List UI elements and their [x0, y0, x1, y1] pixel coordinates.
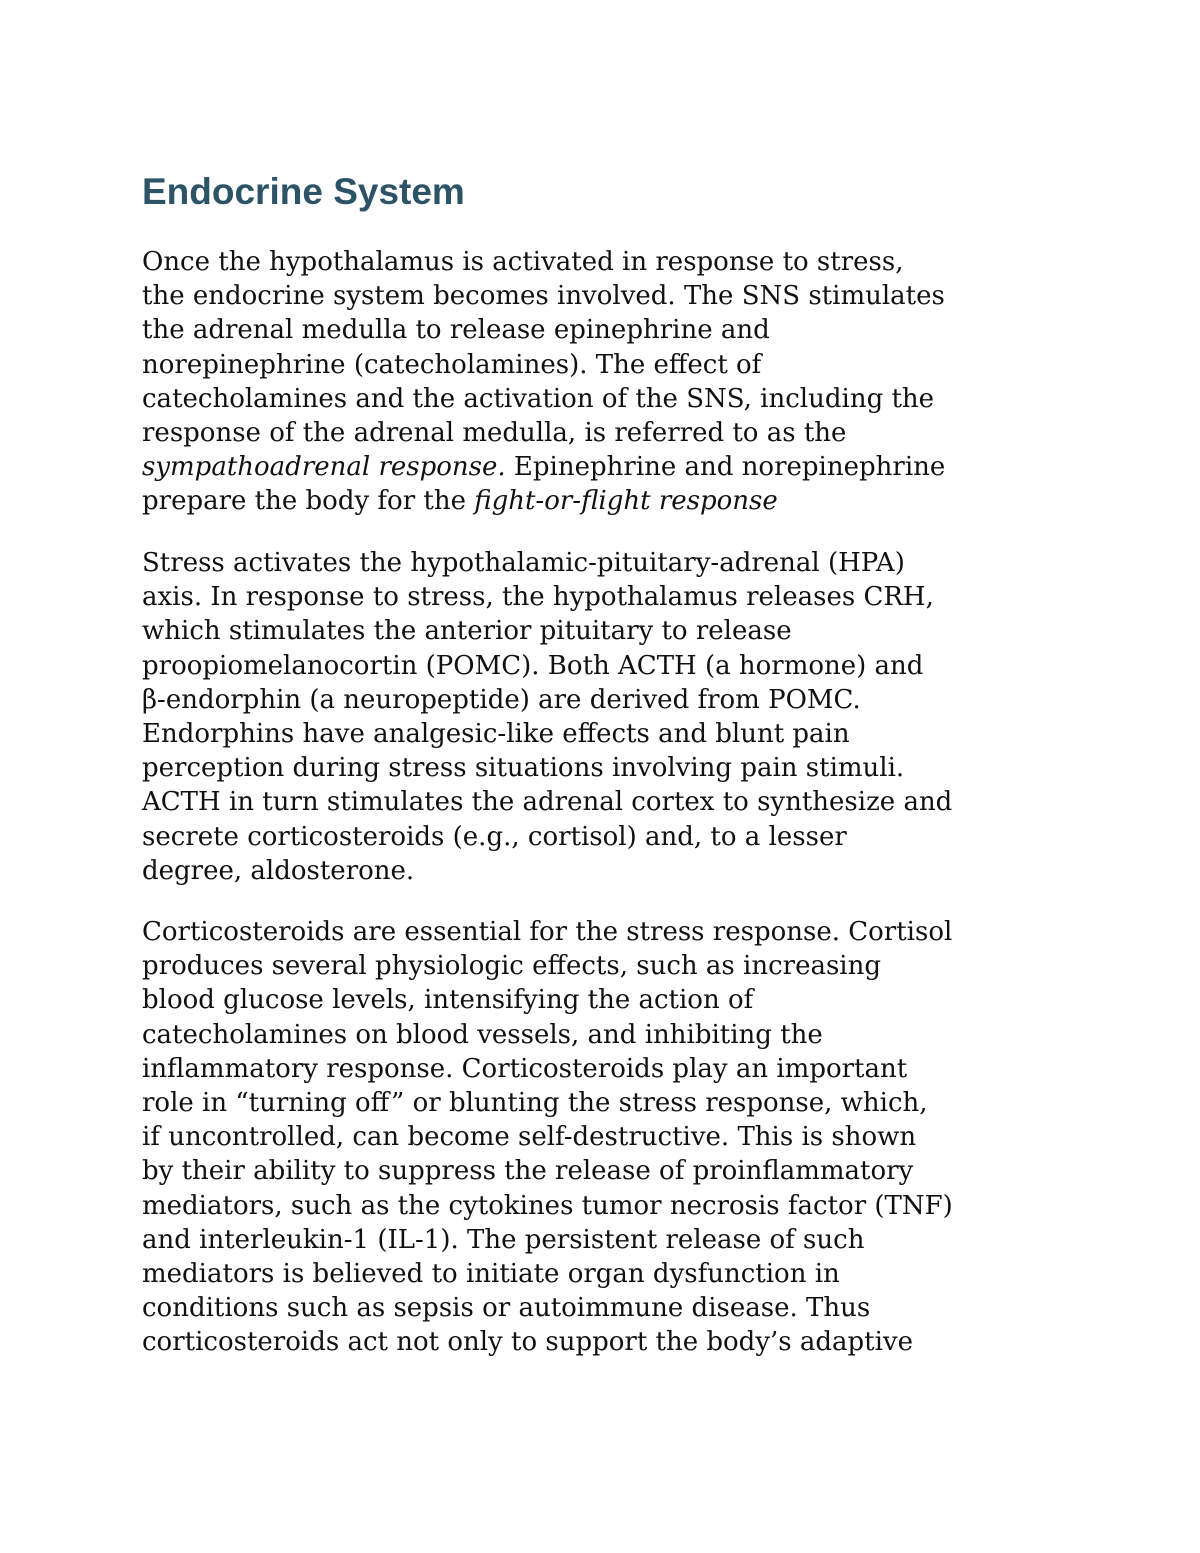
text-line	[142, 348, 1102, 382]
text-line	[142, 313, 1102, 347]
text-line	[142, 649, 1102, 683]
text-run: mediators, such as the cytokines tumor necrosis factor (TNF)	[142, 1190, 953, 1221]
page-title: Endocrine System	[142, 171, 465, 212]
text-run: catecholamines and the activation of the SNS, including the	[142, 383, 935, 414]
text-line	[142, 1120, 1102, 1154]
paragraph-sympathoadrenal	[142, 245, 1102, 519]
text-run: inflammatory response. Corticosteroids play an important	[142, 1053, 908, 1084]
text-line	[142, 382, 1102, 416]
text-run: secrete corticosteroids (e.g., cortisol) and, to a lesser	[142, 821, 847, 852]
text-run: perception during stress situations involving pain stimuli.	[142, 753, 905, 784]
text-run: corticosteroids act not only to support the body’s adaptive	[142, 1327, 914, 1358]
text-run: which stimulates the anterior pituitary to release	[142, 616, 792, 647]
text-run: and interleukin-1 (IL-1). The persistent release of such	[142, 1224, 865, 1255]
text-line	[142, 1154, 1102, 1188]
text-line	[142, 717, 1102, 751]
text-line	[142, 854, 1102, 888]
text-run: β-endorphin (a neuropeptide) are derived from POMC.	[142, 684, 861, 715]
text-run: degree, aldosterone.	[142, 855, 415, 886]
paragraph-corticosteroids	[142, 915, 1102, 1359]
text-run: mediators is believed to initiate organ dysfunction in	[142, 1258, 840, 1289]
text-run: by their ability to suppress the release of proinflammatory	[142, 1156, 914, 1187]
text-line	[142, 1291, 1102, 1325]
text-run: prepare the body for the	[142, 486, 475, 517]
text-line	[142, 484, 1102, 518]
text-line	[142, 1189, 1102, 1223]
text-run: Stress activates the hypothalamic-pituitary-adrenal (HPA)	[142, 548, 905, 578]
text-run: Endorphins have analgesic-like effects and blunt pain	[142, 718, 850, 749]
text-run: blood glucose levels, intensifying the action of	[142, 985, 754, 1016]
text-run: Epinephrine and norepinephrine	[505, 452, 946, 483]
text-line	[142, 1018, 1102, 1052]
text-run: ACTH in turn stimulates the adrenal cortex to synthesize and	[142, 787, 953, 818]
text-line	[142, 546, 1102, 580]
text-line	[142, 949, 1102, 983]
text-run: the endocrine system becomes involved. The SNS stimulates	[142, 281, 945, 312]
text-run: response of the adrenal medulla, is referred to as the	[142, 417, 847, 448]
text-line	[142, 1052, 1102, 1086]
text-run: the adrenal medulla to release epinephrine and	[142, 315, 770, 346]
text-run: conditions such as sepsis or autoimmune disease. Thus	[142, 1293, 871, 1324]
paragraph-hpa-axis	[142, 546, 1102, 888]
text-line	[142, 915, 1102, 949]
text-run: axis. In response to stress, the hypothalamus releases CRH,	[142, 582, 934, 613]
text-line	[142, 785, 1102, 819]
text-line	[142, 751, 1102, 785]
text-line	[142, 580, 1102, 614]
text-line	[142, 983, 1102, 1017]
text-line	[142, 279, 1102, 313]
text-run: if uncontrolled, can become self-destructive. This is shown	[142, 1122, 917, 1153]
text-run: produces several physiologic effects, such as increasing	[142, 951, 882, 982]
text-line	[142, 683, 1102, 717]
text-line	[142, 450, 1102, 484]
text-line	[142, 416, 1102, 450]
text-line	[142, 1325, 1102, 1359]
text-line	[142, 245, 1102, 279]
text-line	[142, 820, 1102, 854]
text-run: Corticosteroids are essential for the stress response. Cortisol	[142, 917, 953, 947]
text-run: proopiomelanocortin (POMC). Both ACTH (a hormone) and	[142, 650, 924, 681]
text-line	[142, 1086, 1102, 1120]
text-run: norepinephrine (catecholamines). The effect of	[142, 349, 762, 380]
italic-term: fight-or-flight response	[474, 486, 778, 517]
text-line	[142, 1223, 1102, 1257]
text-run: catecholamines on blood vessels, and inhibiting the	[142, 1019, 823, 1050]
italic-term: sympathoadrenal response.	[142, 452, 506, 483]
text-run: role in “turning off” or blunting the stress response, which,	[142, 1087, 928, 1118]
text-line	[142, 1257, 1102, 1291]
text-line	[142, 614, 1102, 648]
text-run: Once the hypothalamus is activated in response to stress,	[142, 247, 904, 277]
